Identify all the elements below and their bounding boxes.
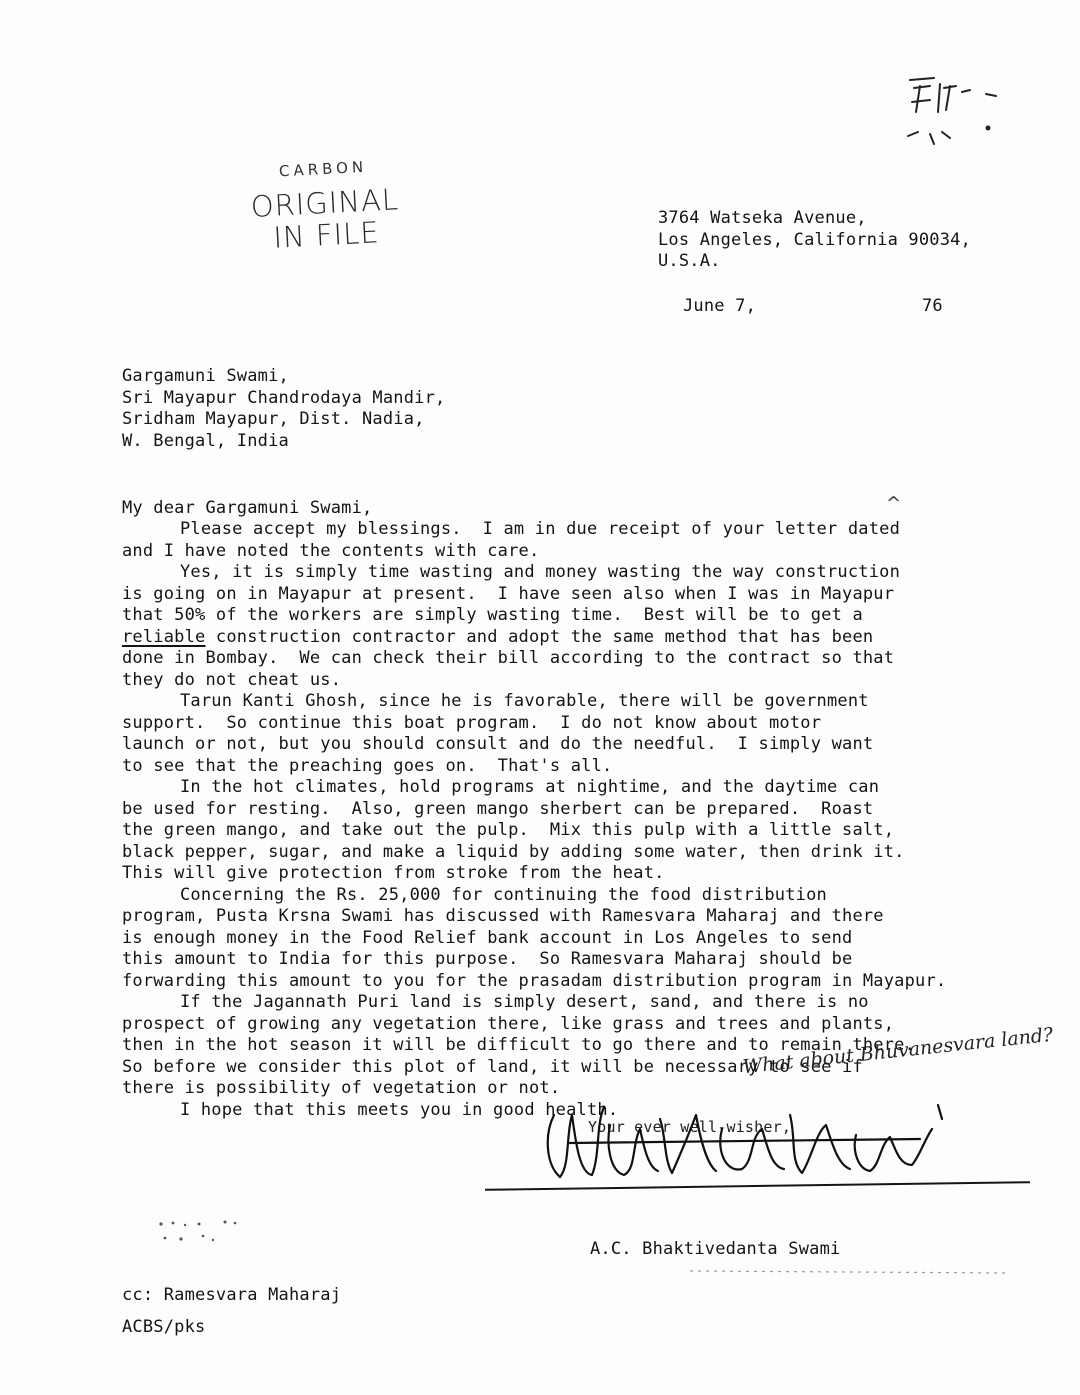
recipient-line: Sridham Mayapur, Dist. Nadia, [122,409,425,429]
handwritten-note: What about Bhuvanesvara land? [741,1023,1055,1079]
handwritten-signature [540,1085,960,1195]
body-line: and I have noted the contents with care. [122,540,540,561]
stamp-carbon-text: CARBON [278,157,368,181]
underlined-word: reliable [122,626,206,647]
body-line: forwarding this amount to you for the prasadam distribution program in Mayapur. [122,970,947,991]
body-line: prospect of growing any vegetation there, like grass and trees and plants, [122,1013,895,1034]
body-line: Please accept my blessings. I am in due receipt of your letter dated [180,519,901,539]
body-line: So before we consider this plot of land, it will be necessary to see if [122,1056,863,1077]
body-line: If the Jagannath Puri land is simply desert, sand, and there is no [180,992,869,1012]
body-line: Tarun Kanti Ghosh, since he is favorable, there will be government [180,691,869,711]
body-line: black pepper, sugar, and make a liquid by adding some water, then drink it. [122,841,905,862]
faint-residue-line [690,1265,1010,1277]
ink-smudge-mark [155,1218,245,1248]
recipient-line: Sri Mayapur Chandrodaya Mandir, [122,387,446,408]
body-line: In the hot climates, hold programs at nightime, and the daytime can [180,777,880,797]
letter-date: June 7, [683,296,757,316]
body-line: this amount to India for this purpose. So Ramesvara Maharaj should be [122,949,853,969]
body-line: program, Pusta Krsna Swami has discussed with Ramesvara Maharaj and there [122,906,884,926]
body-line: is going on in Mayapur at present. I have seen also when I was in Mayapur [122,583,895,604]
recipient-line: Gargamuni Swami, [122,366,289,386]
caret-insertion-mark: ^ [886,493,902,514]
body-line: is enough money in the Food Relief bank account in Los Angeles to send [122,927,853,948]
body-line: This will give protection from stroke from the heat. [122,863,665,883]
recipient-line: W. Bengal, India [122,430,289,451]
recipient-address [122,366,445,452]
body-line: be used for resting. Also, green mango sherbert can be prepared. Roast [122,798,874,819]
address-line: 3764 Watseka Avenue, [658,208,867,228]
body-line: then in the hot season it will be difficult to go there and to remain there. [122,1035,916,1055]
cc-line: cc: Ramesvara Maharaj [122,1285,342,1305]
body-line: Concerning the Rs. 25,000 for continuing the food distribution [180,884,827,905]
sender-address [658,208,971,273]
body-line [122,627,946,649]
body-line: there is possibility of vegetation or not. [122,1078,561,1098]
body-line-rest: construction contractor and adopt the same method that has been [215,626,874,647]
body-line: they do not cheat us. [122,669,342,690]
corner-scribble-mark [900,72,1020,162]
body-line: Yes, it is simply time wasting and money wasting the way construction [180,562,901,582]
stamp-in-file-text: IN FILE [272,215,381,255]
signatory-name: A.C. Bhaktivedanta Swami [590,1239,841,1259]
body-line: support. So continue this boat program. I do not know about motor [122,712,822,733]
reference-initials: ACBS/pks [122,1317,206,1337]
stamp-original-text: ORIGINAL [249,182,400,224]
body-line: to see that the preaching goes on. That's all. [122,755,613,776]
address-line: Los Angeles, California 90034, [658,229,972,250]
body-line: I hope that this meets you in good health. [180,1099,619,1120]
body-line: launch or not, but you should consult and do the needful. I simply want [122,734,874,754]
body-line: that 50% of the workers are simply wasting time. Best will be to get a [122,605,863,625]
address-line: U.S.A. [658,251,721,271]
body-line: the green mango, and take out the pulp. Mix this pulp with a little salt, [122,820,895,840]
salutation: My dear Gargamuni Swami, [122,497,373,518]
letter-year: 76 [922,296,943,316]
carbon-original-stamp [238,156,413,257]
closing-line: Your ever well-wisher, [588,1118,792,1136]
body-line: done in Bombay. We can check their bill according to the contract so that [122,648,895,668]
